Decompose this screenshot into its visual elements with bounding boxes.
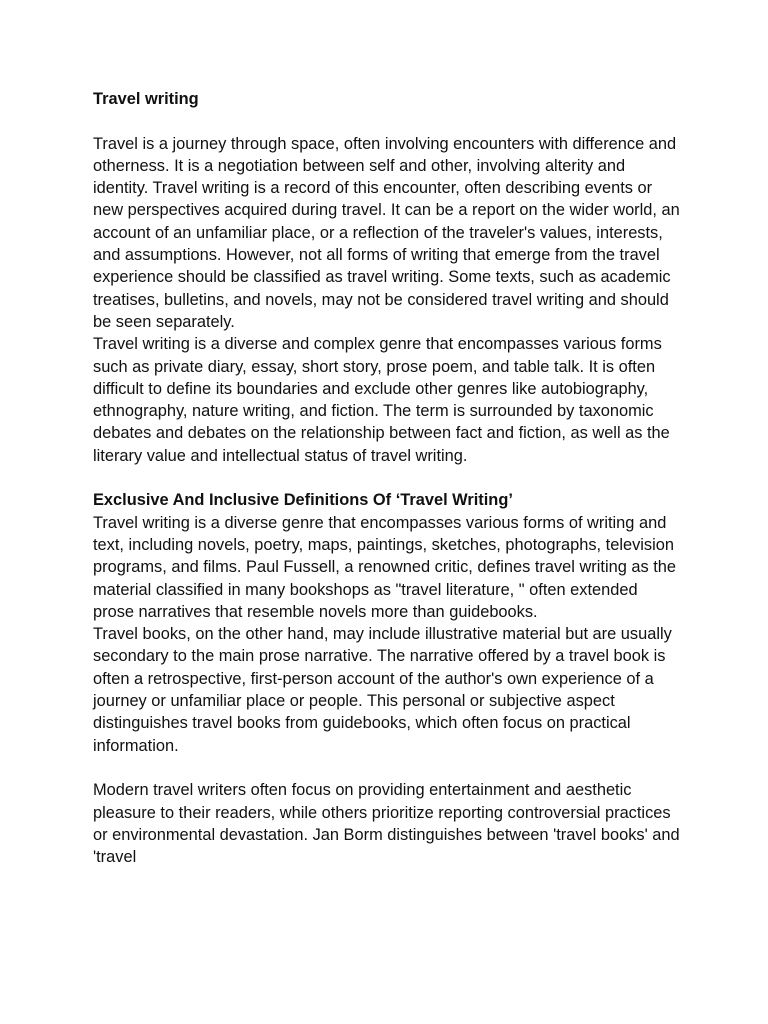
- paragraph-gap: [93, 467, 683, 489]
- closing-paragraph: Modern travel writers often focus on providing entertainment and aesthetic pleasure to their readers, while others prioritize reporting controversial practices or environmental devastation. Jan Borm distinguishes between 'travel books' and 'travel: [93, 781, 680, 867]
- paragraph-gap: [93, 757, 683, 779]
- intro-paragraph-1: Travel is a journey through space, often involving encounters with difference and otherness. It is a negotiation between self and other, involving alterity and identity. Travel writing is a record of this encounter, often describing events or new perspectives acquired during travel. It can be a report on the wider world, an account of an unfamiliar place, or a reflection of the traveler's values, interests, and assumptions. However, not all forms of writing that emerge from the travel experience should be classified as travel writing. Some texts, such as academic treatises, bulletins, and novels, may not be considered travel writing and should be seen separately.: [93, 134, 680, 331]
- document-title: Travel writing: [93, 90, 199, 108]
- section-heading: Exclusive And Inclusive Definitions Of ‘Travel Writing’: [93, 491, 513, 510]
- section-paragraph-2: Travel books, on the other hand, may include illustrative material but are usually secondary to the main prose narrative. The narrative offered by a travel book is often a retrospective, first-person account of the author's own experience of a journey or unfamiliar place or people. This personal or subjective aspect distinguishes travel books from guidebooks, which often focus on practical information.: [93, 625, 672, 755]
- document-page: [93, 88, 683, 868]
- section-paragraph-1: Travel writing is a diverse genre that encompasses various forms of writing and text, including novels, poetry, maps, paintings, sketches, photographs, television programs, and films. Paul Fussell, a renowned critic, defines travel writing as the material classified in many bookshops as "travel literature, " often extended prose narratives that resemble novels more than guidebooks.: [93, 513, 677, 621]
- paragraph-gap: [93, 110, 683, 132]
- intro-paragraph-2: Travel writing is a diverse and complex genre that encompasses various forms such as private diary, essay, short story, prose poem, and table talk. It is often difficult to define its boundaries and exclude other genres like autobiography, ethnography, nature writing, and fiction. The term is surrounded by taxonomic debates and debates on the relationship between fact and fiction, as well as the literary value and intellectual status of travel writing.: [93, 335, 670, 465]
